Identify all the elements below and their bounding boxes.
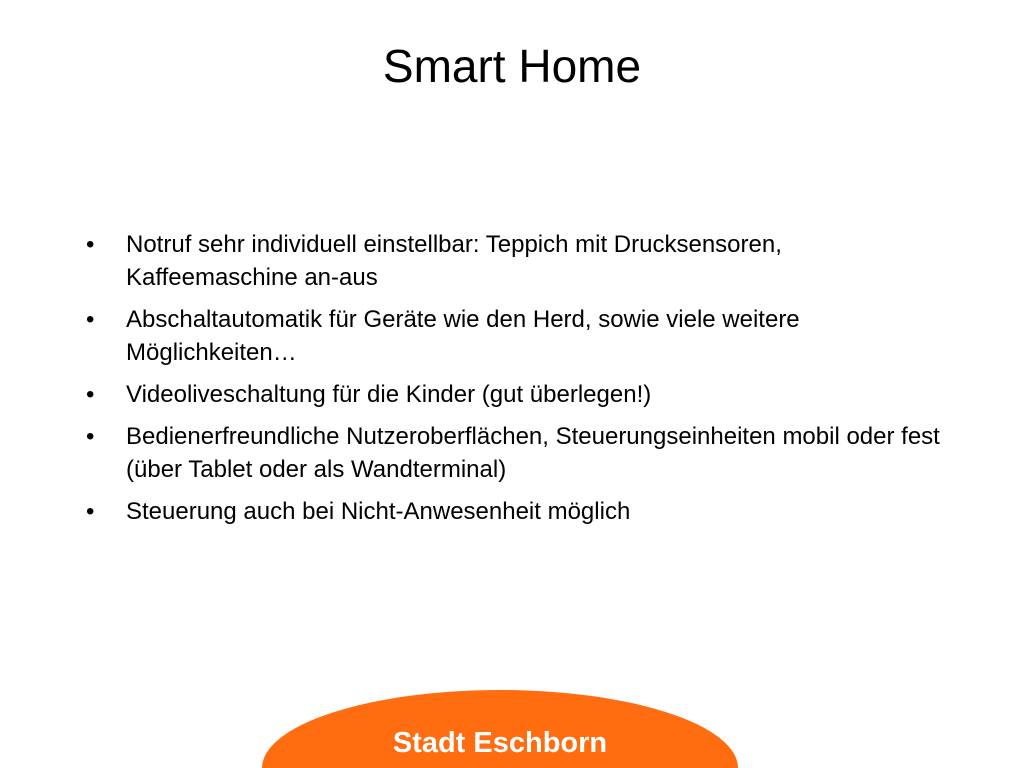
bullet-text: Abschaltautomatik für Geräte wie den Herd, sowie viele weitere Möglichkeiten… (126, 306, 800, 366)
bullet-text: Videoliveschaltung für die Kinder (gut überlegen!) (126, 381, 652, 408)
bullet-marker: • (86, 381, 95, 408)
bullet-item (80, 420, 960, 486)
bullet-list (80, 228, 960, 537)
bullet-item (80, 228, 960, 294)
bullet-text: Steuerung auch bei Nicht-Anwesenheit möglich (126, 498, 631, 525)
bullet-item (80, 495, 960, 528)
bullet-marker: • (86, 306, 95, 333)
bullet-text: Notruf sehr individuell einstellbar: Teppich mit Drucksensoren, Kaffeemaschine an-aus (126, 231, 782, 291)
bullet-item (80, 378, 960, 411)
footer-label: Stadt Eschborn (392, 727, 608, 759)
bullet-marker: • (86, 423, 95, 450)
bullet-text: Bedienerfreundliche Nutzeroberflächen, Steuerungseinheiten mobil oder fest (über Tablet oder als Wandterminal) (126, 423, 940, 483)
bullet-item (80, 303, 960, 369)
slide-title: Smart Home (382, 40, 642, 92)
bullet-marker: • (86, 231, 95, 258)
bullet-marker: • (86, 498, 95, 525)
